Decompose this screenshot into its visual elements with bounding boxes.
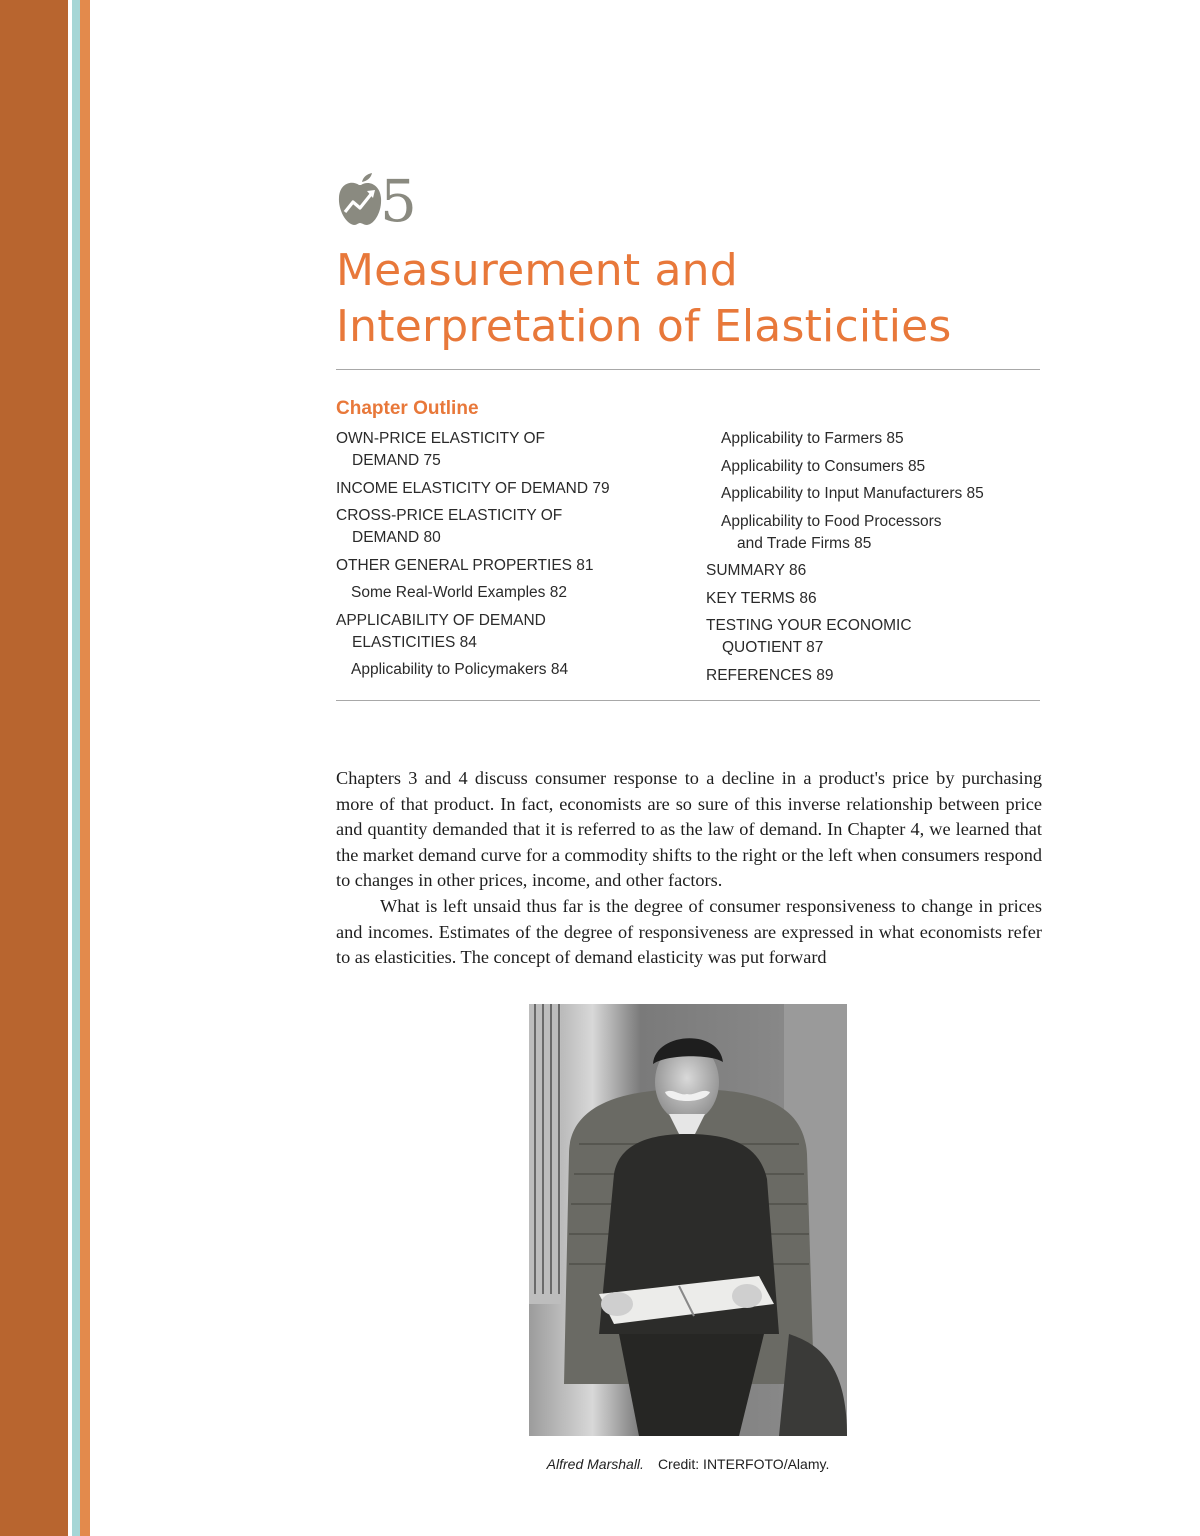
chapter-outline-right-column: [706, 428, 1046, 692]
outline-entry: [706, 428, 1046, 450]
outline-entry-line: and Trade Firms 85: [737, 534, 872, 552]
chapter-number: 5: [380, 167, 417, 235]
outline-entry-line: Applicability to Food Processors: [721, 512, 942, 530]
outline-entry-line: ELASTICITIES 84: [352, 633, 477, 651]
outline-entry: [336, 555, 676, 577]
margin-stripe-teal: [72, 0, 80, 1536]
outline-entry: [336, 659, 676, 681]
outline-entry: [336, 505, 676, 549]
chapter-title-line-1: Measurement and: [336, 245, 738, 296]
outline-bottom-rule: [336, 700, 1040, 701]
outline-entry: [336, 582, 676, 604]
outline-entry-line: KEY TERMS 86: [706, 589, 817, 607]
outline-entry-line: Applicability to Input Manufacturers 85: [721, 485, 984, 502]
outline-entry-line: QUOTIENT 87: [722, 639, 824, 656]
portrait-image: [529, 1004, 847, 1436]
portrait-photo: [529, 1004, 847, 1436]
outline-entry: [706, 511, 1046, 555]
margin-stripe-orange: [80, 0, 90, 1536]
caption-name: Alfred Marshall.: [546, 1456, 644, 1472]
outline-entry-line: DEMAND 75: [352, 452, 441, 469]
outline-entry-line: OTHER GENERAL PROPERTIES 81: [336, 556, 594, 574]
chapter-title: [336, 243, 1096, 355]
outline-entry: [706, 615, 1046, 659]
outline-entry-line: Some Real-World Examples 82: [351, 584, 567, 601]
outline-entry: [706, 665, 1046, 687]
outline-entry: [706, 588, 1046, 610]
apple-chart-icon: [336, 172, 384, 228]
outline-entry: [336, 478, 676, 500]
outline-entry-line: Applicability to Farmers 85: [721, 430, 904, 447]
body-text: [336, 766, 1042, 971]
outline-entry: [706, 483, 1046, 505]
margin-stripe-rust: [0, 0, 68, 1536]
figure-caption: [529, 1456, 847, 1472]
outline-entry-line: Applicability to Policymakers 84: [351, 661, 569, 678]
body-paragraph-2: What is left unsaid thus far is the degree of consumer responsiveness to change in prices and incomes. Estimates of the degree of responsiveness are expressed in what economists refer to as elasticities. The concept of demand elasticity was put forward: [336, 895, 1042, 968]
outline-entry-line: INCOME ELASTICITY OF DEMAND 79: [336, 479, 610, 497]
outline-entry: [336, 428, 676, 472]
outline-entry-line: APPLICABILITY OF DEMAND: [336, 611, 546, 629]
chapter-outline-heading: Chapter Outline: [336, 398, 479, 419]
outline-entry-line: Applicability to Consumers 85: [721, 457, 926, 475]
caption-credit: Credit: INTERFOTO/Alamy.: [657, 1456, 830, 1472]
outline-entry-line: REFERENCES 89: [706, 666, 834, 684]
outline-entry-line: TESTING YOUR ECONOMIC: [706, 617, 912, 634]
outline-entry-line: OWN-PRICE ELASTICITY OF: [336, 430, 545, 447]
outline-entry-line: CROSS-PRICE ELASTICITY OF: [336, 507, 563, 524]
chapter-mark: [336, 167, 417, 235]
outline-top-rule: [336, 369, 1040, 370]
outline-entry: [706, 456, 1046, 478]
chapter-title-line-2: Interpretation of Elasticities: [336, 301, 952, 352]
outline-entry-line: SUMMARY 86: [706, 562, 807, 579]
chapter-outline-left-column: [336, 428, 676, 687]
outline-entry-line: DEMAND 80: [352, 529, 441, 546]
outline-entry: [706, 560, 1046, 582]
outline-entry: [336, 610, 676, 654]
body-paragraph-1: Chapters 3 and 4 discuss consumer response to a decline in a product's price by purchasing more of that product. In fact, economists are so sure of this inverse relationship between price and quantity demanded that it is referred to as the law of demand. In Chapter 4, we learned that the market demand curve for a commodity shifts to the right or the left when consumers respond to changes in other prices, income, and other factors.: [336, 768, 1042, 891]
